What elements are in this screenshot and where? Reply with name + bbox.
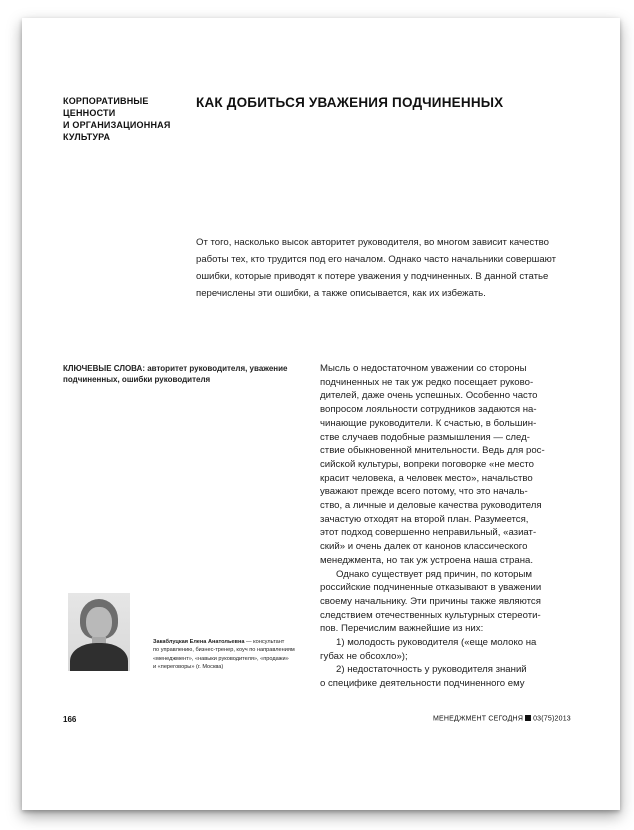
body-line: красит человека, а человек место», начальство [320,472,533,484]
keywords-line: КЛЮЧЕВЫЕ СЛОВА: авторитет руководителя, уважение [63,364,288,373]
author-name: Закаблуцкая Елена Анатольевна [153,639,245,645]
lead-line: ошибки, которые приводят к потере уважения у подчиненных. В данной статье [196,271,549,282]
body-line: дителей, даже очень успешных. Особенно часто [320,390,538,402]
rubric-line: КУЛЬТУРА [63,132,111,142]
lead-line: От того, насколько высок авторитет руководителя, во многом зависит качество [196,237,549,248]
body-line: этот подход совершенно неправильный, «азиат- [320,527,537,539]
author-line: по управлению, бизнес-тренер, коуч по направлениям [153,647,295,654]
body-line: ский» и очень далек от канонов классического [320,541,528,553]
body-line: о специфике деятельности подчиненного ему [320,678,525,690]
body-line: ствие обыкновенной мнительности. Ведь для рос- [320,445,545,457]
author-photo [68,593,130,671]
photo-face [86,607,112,639]
body-line: пов. Перечислим важнейшие из них: [320,623,484,635]
rubric-line: КОРПОРАТИВНЫЕ [63,96,149,106]
body-line: губах не обсохло»); [320,650,408,662]
rubric-line: И ОРГАНИЗАЦИОННАЯ [63,120,171,130]
lead-line: работы тех, кто трудится под его началом. Однако часто начальники совершают [196,254,557,265]
body-line: зачастую отходят на второй план. Разумеется, [320,513,529,525]
body-line: подчиненных не так уж редко посещает руково- [320,376,534,388]
rubric-line: ЦЕННОСТИ [63,108,116,118]
journal-name: МЕНЕДЖМЕНТ СЕГОДНЯ [433,715,524,723]
keywords [63,363,313,385]
article-body [320,362,560,691]
author-line: «менеджмент», «навыки руководителя», «продажи» [153,655,289,662]
body-line: Мысль о недостаточном уважении со стороны [320,363,527,374]
body-line: российские подчиненные отказывают в уважении [320,582,542,594]
body-line: уважают прежде всего потому, что это началь- [320,486,528,498]
author-first-line [153,638,303,646]
body-line: Однако существует ряд причин, по которым [320,568,532,580]
photo-shoulders [70,643,128,671]
body-line: следствием отечественных культурных стереоти- [320,609,541,621]
journal-footer [433,715,571,723]
body-line: своему начальнику. Эти причины также являются [320,595,541,607]
article-title: КАК ДОБИТЬСЯ УВАЖЕНИЯ ПОДЧИНЕННЫХ [196,95,504,110]
body-line: менеджмента, но так уж устроена наша страна. [320,554,534,566]
body-line: чинающие руководители. К счастью, в большин- [320,417,537,429]
author-role-start: — консультант [244,639,285,645]
keywords-line: подчиненных, ошибки руководителя [63,375,211,384]
author-line: и «переговоры» (г. Москва) [153,664,224,671]
lead-line: перечислены эти ошибки, а также описывается, как их избежать. [196,288,486,299]
page-number: 166 [63,715,77,724]
body-line: сийской культуры, вопреки поговорке «не место [320,458,534,470]
body-line: ство, а личные и деловые качества руководителя [320,500,542,512]
body-line: стве случаев подобные размышления — след- [320,431,530,443]
journal-issue: 03(75)2013 [533,715,571,723]
section-rubric [63,95,183,143]
body-line: 1) молодость руководителя («еще молоко на [320,637,537,649]
square-bullet-icon [525,715,531,721]
body-line: 2) недостаточность у руководителя знаний [320,664,527,676]
article-lead [196,234,566,302]
body-line: вопросом лояльности сотрудников задаются на- [320,404,537,416]
author-bio [153,638,303,672]
